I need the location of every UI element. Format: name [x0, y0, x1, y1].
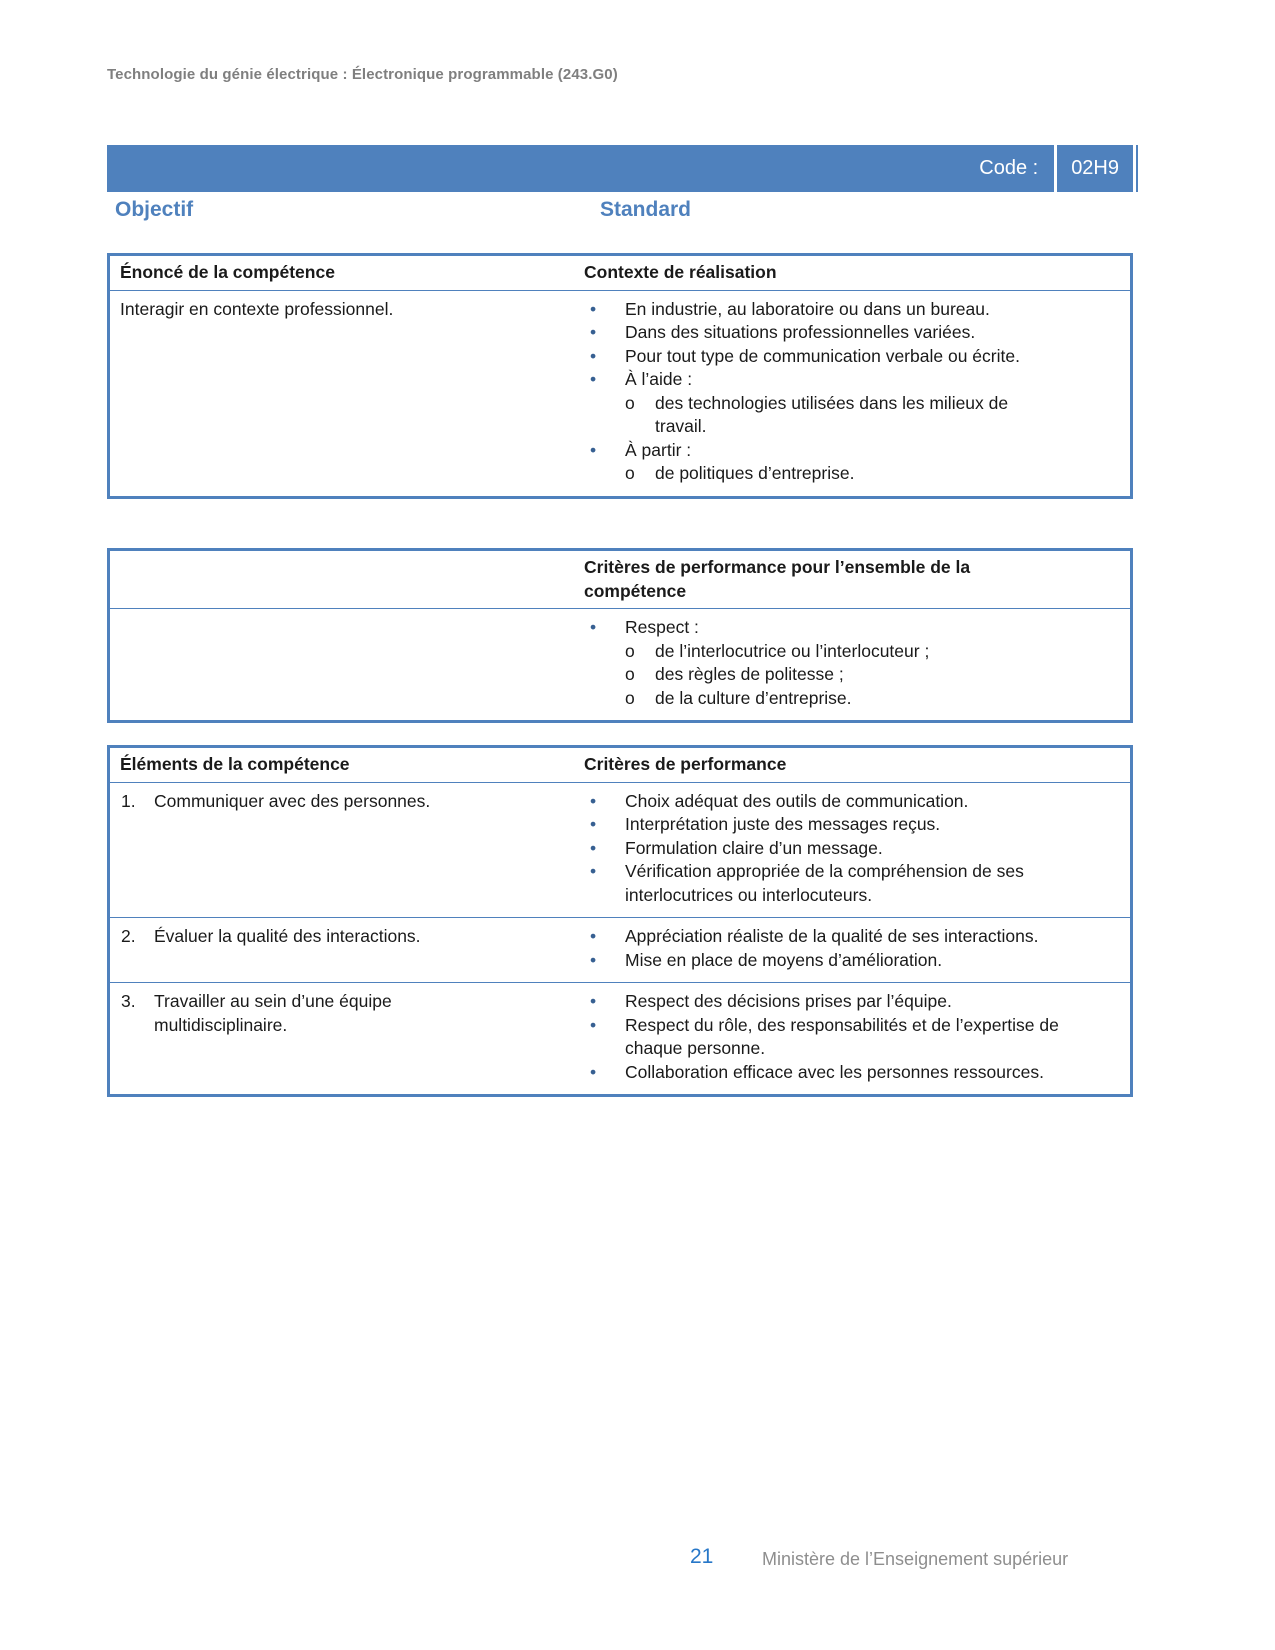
criteres-cell — [578, 783, 1130, 918]
bullet-marker-icon: • — [590, 369, 597, 389]
sub-bullet-text: des technologies utilisées dans les milieux de travail. — [655, 392, 1009, 436]
sub-bullet-marker: o — [625, 392, 635, 413]
bullet-text: Pour tout type de communication verbale ou écrite. — [625, 345, 1020, 366]
competence-text: Interagir en contexte professionnel. — [120, 298, 394, 319]
bullet-text: À l’aide : — [625, 369, 693, 389]
bullet-marker-icon: • — [590, 837, 597, 858]
standard-label: Standard — [600, 198, 692, 221]
criteres-cell — [578, 918, 1130, 982]
bullet-item — [578, 368, 1122, 392]
sub-bullet-text: des règles de politesse ; — [655, 664, 844, 684]
ministry-label: Ministère de l’Enseignement supérieur — [762, 1549, 1069, 1569]
bullet-text: Dans des situations professionnelles variées. — [625, 322, 976, 342]
header-cell-criteres-ensemble — [578, 551, 1130, 608]
empty-cell — [110, 609, 578, 720]
bullet-marker-icon: • — [590, 1061, 597, 1082]
bullet-item — [578, 298, 1122, 322]
header-cell-empty — [110, 551, 578, 608]
bullet-marker-icon: • — [590, 1014, 597, 1035]
criteres-cell — [578, 983, 1130, 1094]
bullet-item — [578, 949, 1122, 973]
bullet-text: Respect des décisions prises par l’équipe. — [625, 991, 952, 1011]
sub-bullet-text: de la culture d’entreprise. — [655, 687, 852, 708]
header-text: Critères de performance pour l’ensemble de la compétence — [584, 557, 971, 601]
bullet-text: Vérification appropriée de la compréhension de ses interlocutrices ou interlocuteurs. — [625, 861, 1024, 905]
sub-bullet-item — [625, 392, 1122, 439]
bullet-item — [578, 439, 1122, 463]
bullet-item — [578, 990, 1122, 1014]
header-cell-contexte — [578, 256, 1130, 290]
element-number: 3. — [121, 991, 136, 1011]
table-header-row — [110, 748, 1130, 783]
element-cell — [110, 783, 578, 918]
bullet-text: Collaboration efficace avec les personnes ressources. — [625, 1061, 1044, 1082]
table-header-row — [110, 551, 1130, 609]
bullet-item — [578, 813, 1122, 837]
bullet-item — [578, 860, 1122, 907]
table-enonce-competence — [107, 253, 1133, 499]
code-value: 02H9 — [1071, 157, 1119, 179]
bullet-marker-icon: • — [590, 298, 597, 319]
header-text: Contexte de réalisation — [584, 262, 777, 282]
bullet-marker-icon: • — [590, 991, 597, 1011]
competence-cell — [110, 291, 578, 496]
contexte-cell — [578, 291, 1130, 496]
bullet-text: Appréciation réaliste de la qualité de ses interactions. — [625, 926, 1039, 946]
element-number: 2. — [121, 926, 136, 946]
bullet-text: Respect : — [625, 617, 699, 637]
element-cell — [110, 918, 578, 982]
bullet-text: À partir : — [625, 439, 692, 460]
table-row-element-2 — [110, 918, 1130, 983]
sub-bullet-text: de politiques d’entreprise. — [655, 463, 855, 483]
bullet-text: Respect du rôle, des responsabilités et de l’expertise de chaque personne. — [625, 1014, 1059, 1058]
sub-bullet-item — [625, 687, 1122, 711]
code-bar — [107, 145, 1138, 192]
bullet-item — [578, 790, 1122, 814]
code-bar-divider — [1054, 145, 1057, 192]
code-label: Code : — [979, 157, 1039, 179]
bullet-item — [578, 925, 1122, 949]
criteres-cell — [578, 609, 1130, 720]
bullet-item — [578, 1061, 1122, 1085]
bullet-item — [578, 321, 1122, 345]
table-row-element-1 — [110, 783, 1130, 919]
bullet-text: Formulation claire d’un message. — [625, 837, 883, 858]
bullet-marker-icon: • — [590, 814, 597, 834]
bullet-text: Mise en place de moyens d’amélioration. — [625, 949, 943, 970]
sub-bullet-text: de l’interlocutrice ou l’interlocuteur ; — [655, 640, 930, 661]
header-cell-criteres — [578, 748, 1130, 782]
bullet-item — [578, 1014, 1122, 1061]
table-row — [110, 609, 1130, 720]
element-text: Travailler au sein d’une équipe multidisciplinaire. — [154, 991, 392, 1035]
running-header: Technologie du génie électrique : Électronique programmable (243.G0) — [107, 66, 618, 83]
bullet-marker-icon: • — [590, 926, 597, 946]
table-row — [110, 291, 1130, 496]
bullet-marker-icon: • — [590, 439, 597, 460]
bullet-marker-icon: • — [590, 949, 597, 970]
table-header-row — [110, 256, 1130, 291]
sub-bullet-item — [625, 640, 1122, 664]
page-number: 21 — [690, 1545, 714, 1568]
code-bar-divider — [1133, 145, 1136, 192]
sub-bullet-marker: o — [625, 687, 635, 708]
bullet-marker-icon: • — [590, 322, 597, 342]
sub-bullet-marker: o — [625, 463, 635, 483]
bullet-item — [578, 345, 1122, 369]
bullet-marker-icon: • — [590, 861, 597, 881]
sub-bullet-marker: o — [625, 640, 635, 661]
bullet-item — [578, 616, 1122, 640]
header-cell-elements: Éléments de la compétence — [120, 754, 350, 774]
header-text: Critères de performance — [584, 754, 787, 774]
element-text: Évaluer la qualité des interactions. — [154, 926, 421, 946]
sub-bullet-item — [625, 462, 1122, 486]
element-number: 1. — [121, 790, 136, 811]
header-cell-enonce: Énoncé de la compétence — [120, 262, 335, 282]
objectif-label: Objectif — [115, 198, 194, 221]
element-cell — [110, 983, 578, 1094]
bullet-text: En industrie, au laboratoire ou dans un bureau. — [625, 298, 990, 319]
table-row-element-3 — [110, 983, 1130, 1094]
sub-bullet-item — [625, 663, 1122, 687]
bullet-text: Interprétation juste des messages reçus. — [625, 814, 941, 834]
element-text: Communiquer avec des personnes. — [154, 790, 431, 811]
bullet-text: Choix adéquat des outils de communication. — [625, 790, 969, 811]
sub-bullet-marker: o — [625, 664, 635, 684]
bullet-marker-icon: • — [590, 790, 597, 811]
bullet-marker-icon: • — [590, 345, 597, 366]
table-criteres-ensemble — [107, 548, 1133, 723]
bullet-item — [578, 837, 1122, 861]
table-elements-competence — [107, 745, 1133, 1097]
bullet-marker-icon: • — [590, 617, 597, 637]
